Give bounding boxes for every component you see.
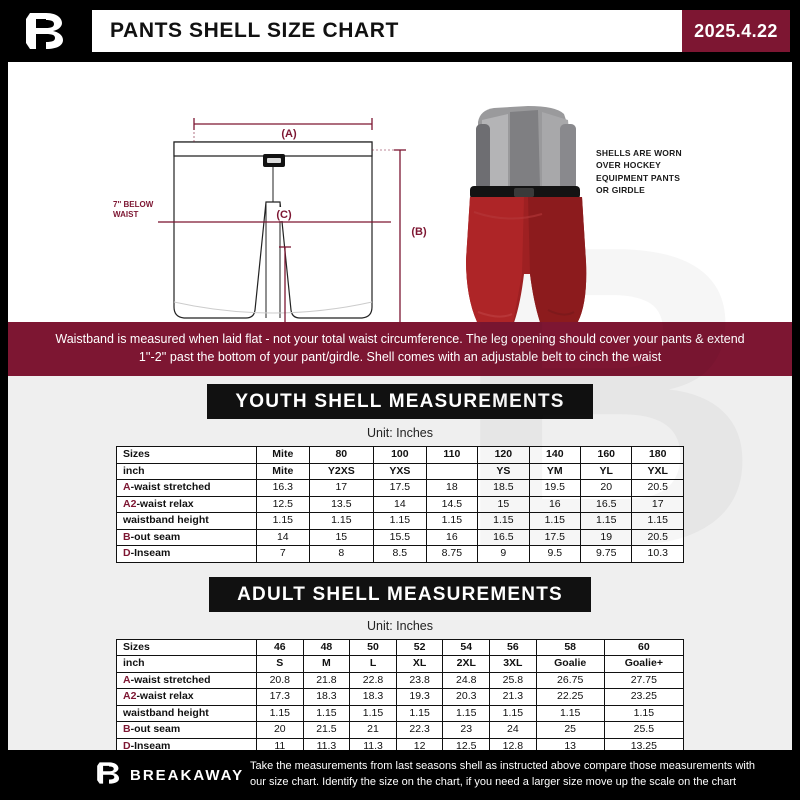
- table-cell: 1.15: [581, 513, 632, 530]
- youth-size-table: [116, 446, 684, 563]
- below-waist-label: 7'' BELOW WAIST: [113, 200, 154, 220]
- table-cell: 11.3: [303, 738, 350, 750]
- table-cell: 21.5: [303, 722, 350, 739]
- table-cell: YXS: [374, 463, 427, 480]
- youth-unit-label: Unit: Inches: [8, 423, 792, 446]
- table-cell: 21.3: [490, 689, 537, 706]
- row-label-prefix: B: [123, 723, 131, 736]
- table-row: [117, 447, 684, 464]
- table-cell: 9.75: [581, 546, 632, 563]
- table-cell: 54: [443, 639, 490, 656]
- row-label: D-Inseam: [117, 738, 257, 750]
- table-cell: 46: [257, 639, 304, 656]
- table-cell: 14: [257, 529, 310, 546]
- footer-instructions: Take the measurements from last seasons shell as instructed above compare those measurements with our size chart. Identify the size on the chart, if you need a larger size move up the scale on the chart: [250, 760, 756, 788]
- table-cell: 50: [350, 639, 397, 656]
- table-row: [117, 529, 684, 546]
- row-label-prefix: B: [123, 530, 131, 543]
- table-cell: 13: [536, 738, 604, 750]
- table-cell: 8.75: [426, 546, 477, 563]
- table-cell: YM: [529, 463, 580, 480]
- table-row: [117, 463, 684, 480]
- table-cell: 20.3: [443, 689, 490, 706]
- table-cell: 17: [632, 496, 684, 513]
- header-spacer: [790, 10, 800, 52]
- table-cell: 20.5: [632, 480, 684, 497]
- table-cell: 11: [257, 738, 304, 750]
- table-cell: 1.15: [426, 513, 477, 530]
- table-cell: 1.15: [536, 705, 604, 722]
- table-cell: 25.8: [490, 672, 537, 689]
- table-cell: 180: [632, 447, 684, 464]
- row-label-prefix: A2: [123, 690, 137, 703]
- table-cell: 15.5: [374, 529, 427, 546]
- row-label-prefix: D: [123, 547, 131, 560]
- breakaway-b-logo-icon: [24, 9, 68, 53]
- table-cell: 1.15: [443, 705, 490, 722]
- row-label: Sizes: [117, 639, 257, 656]
- table-cell: Y2XS: [309, 463, 373, 480]
- table-cell: 48: [303, 639, 350, 656]
- table-cell: 27.75: [604, 672, 683, 689]
- table-cell: 17.5: [529, 529, 580, 546]
- table-cell: 1.15: [490, 705, 537, 722]
- table-cell: 1.15: [374, 513, 427, 530]
- photo-note: SHELLS ARE WORN OVER HOCKEY EQUIPMENT PANTS OR GIRDLE: [596, 148, 682, 195]
- adult-table-wrap: [8, 639, 792, 750]
- row-label: waistband height: [117, 705, 257, 722]
- table-cell: 1.15: [632, 513, 684, 530]
- table-cell: 110: [426, 447, 477, 464]
- row-label: waistband height: [117, 513, 257, 530]
- table-cell: 12.5: [443, 738, 490, 750]
- svg-text:(C): (C): [276, 209, 292, 221]
- table-cell: 160: [581, 447, 632, 464]
- table-cell: 1.15: [478, 513, 529, 530]
- table-cell: 7: [257, 546, 310, 563]
- table-cell: 14.5: [426, 496, 477, 513]
- row-label: A2-waist relax: [117, 496, 257, 513]
- header-logo: [0, 0, 92, 62]
- table-cell: 20.5: [632, 529, 684, 546]
- table-row: [117, 689, 684, 706]
- table-cell: 22.25: [536, 689, 604, 706]
- adult-size-table: [116, 639, 684, 750]
- table-cell: 13.5: [309, 496, 373, 513]
- adult-section-header: [8, 569, 792, 616]
- page-header: [0, 0, 800, 62]
- table-cell: 21: [350, 722, 397, 739]
- table-cell: [426, 463, 477, 480]
- row-label-prefix: A: [123, 673, 131, 686]
- table-cell: 23.8: [396, 672, 443, 689]
- table-row: [117, 722, 684, 739]
- table-cell: 1.15: [257, 705, 304, 722]
- table-cell: 11.3: [350, 738, 397, 750]
- youth-section-title: YOUTH SHELL MEASUREMENTS: [207, 384, 592, 419]
- row-label-prefix: A: [123, 481, 131, 494]
- table-row: [117, 546, 684, 563]
- table-cell: YL: [581, 463, 632, 480]
- row-label: B-out seam: [117, 722, 257, 739]
- table-cell: 23: [443, 722, 490, 739]
- table-cell: 24.8: [443, 672, 490, 689]
- table-cell: L: [350, 656, 397, 673]
- table-cell: 3XL: [490, 656, 537, 673]
- table-row: [117, 705, 684, 722]
- table-cell: 18.5: [478, 480, 529, 497]
- table-cell: 16.5: [581, 496, 632, 513]
- row-label: inch: [117, 656, 257, 673]
- table-cell: Mite: [257, 463, 310, 480]
- table-cell: 17.5: [374, 480, 427, 497]
- table-cell: 18.3: [350, 689, 397, 706]
- youth-table-wrap: [8, 446, 792, 569]
- table-cell: 25: [536, 722, 604, 739]
- table-cell: 21.8: [303, 672, 350, 689]
- table-cell: 17: [309, 480, 373, 497]
- table-cell: YS: [478, 463, 529, 480]
- svg-text:(A): (A): [281, 128, 297, 140]
- table-cell: S: [257, 656, 304, 673]
- table-cell: 140: [529, 447, 580, 464]
- table-cell: 12: [396, 738, 443, 750]
- table-row: [117, 639, 684, 656]
- table-cell: 19.5: [529, 480, 580, 497]
- table-cell: XL: [396, 656, 443, 673]
- table-cell: 120: [478, 447, 529, 464]
- measurement-note-band: Waistband is measured when laid flat - not your total waist circumference. The leg opening should cover your pants & extend 1''-2'' past the bottom of your pant/girdle. Shell comes with an adjustable belt to cinch the waist: [8, 322, 792, 376]
- table-cell: Goalie: [536, 656, 604, 673]
- table-cell: 16: [426, 529, 477, 546]
- table-cell: 12.5: [257, 496, 310, 513]
- table-cell: 52: [396, 639, 443, 656]
- page-footer: [0, 750, 800, 800]
- table-cell: 100: [374, 447, 427, 464]
- table-cell: Mite: [257, 447, 310, 464]
- svg-text:(B): (B): [411, 226, 427, 238]
- diagram-area: [8, 62, 792, 322]
- table-cell: 80: [309, 447, 373, 464]
- table-cell: 9: [478, 546, 529, 563]
- table-cell: 58: [536, 639, 604, 656]
- table-cell: 56: [490, 639, 537, 656]
- table-row: [117, 738, 684, 750]
- table-row: [117, 496, 684, 513]
- table-cell: 1.15: [303, 705, 350, 722]
- table-cell: 19.3: [396, 689, 443, 706]
- table-cell: M: [303, 656, 350, 673]
- table-cell: 18.3: [303, 689, 350, 706]
- table-cell: 16.3: [257, 480, 310, 497]
- youth-section-header: [8, 376, 792, 423]
- page-title: [92, 10, 682, 52]
- table-cell: 17.3: [257, 689, 304, 706]
- table-cell: 9.5: [529, 546, 580, 563]
- adult-section-title: ADULT SHELL MEASUREMENTS: [209, 577, 591, 612]
- table-cell: 25.5: [604, 722, 683, 739]
- table-cell: YXL: [632, 463, 684, 480]
- table-cell: 23.25: [604, 689, 683, 706]
- table-cell: 26.75: [536, 672, 604, 689]
- row-label: Sizes: [117, 447, 257, 464]
- row-label: A2-waist relax: [117, 689, 257, 706]
- adult-unit-label: Unit: Inches: [8, 616, 792, 639]
- table-row: [117, 672, 684, 689]
- table-cell: 60: [604, 639, 683, 656]
- table-cell: 19: [581, 529, 632, 546]
- table-cell: 1.15: [604, 705, 683, 722]
- table-cell: 15: [309, 529, 373, 546]
- table-cell: 2XL: [443, 656, 490, 673]
- row-label: A-waist stretched: [117, 480, 257, 497]
- table-cell: Goalie+: [604, 656, 683, 673]
- table-cell: 1.15: [257, 513, 310, 530]
- table-cell: 22.3: [396, 722, 443, 739]
- row-label-prefix: D: [123, 739, 131, 750]
- footer-logo: [0, 760, 250, 791]
- row-label: A-waist stretched: [117, 672, 257, 689]
- table-cell: 15: [478, 496, 529, 513]
- table-cell: 1.15: [350, 705, 397, 722]
- table-row: [117, 480, 684, 497]
- row-label-prefix: A2: [123, 497, 137, 510]
- table-cell: 24: [490, 722, 537, 739]
- table-cell: 8: [309, 546, 373, 563]
- table-cell: 13.25: [604, 738, 683, 750]
- breakaway-b-logo-icon: [96, 760, 122, 791]
- table-cell: 18: [426, 480, 477, 497]
- footer-wordmark: BREAKAWAY: [130, 766, 245, 784]
- page-title-text: PANTS SHELL SIZE CHART: [110, 19, 399, 42]
- table-cell: 10.3: [632, 546, 684, 563]
- table-cell: 8.5: [374, 546, 427, 563]
- table-cell: 22.8: [350, 672, 397, 689]
- table-cell: 1.15: [309, 513, 373, 530]
- table-cell: 16.5: [478, 529, 529, 546]
- row-label: inch: [117, 463, 257, 480]
- row-label: D-Inseam: [117, 546, 257, 563]
- row-label: B-out seam: [117, 529, 257, 546]
- table-cell: 12.8: [490, 738, 537, 750]
- table-cell: 1.15: [529, 513, 580, 530]
- table-cell: 1.15: [396, 705, 443, 722]
- table-cell: 20: [257, 722, 304, 739]
- table-row: [117, 513, 684, 530]
- table-row: [117, 656, 684, 673]
- hockey-shell-photo: [466, 106, 586, 322]
- date-badge: 2025.4.22: [682, 10, 790, 52]
- document-body: [8, 62, 792, 750]
- table-cell: 14: [374, 496, 427, 513]
- table-cell: 20: [581, 480, 632, 497]
- table-cell: 16: [529, 496, 580, 513]
- table-cell: 20.8: [257, 672, 304, 689]
